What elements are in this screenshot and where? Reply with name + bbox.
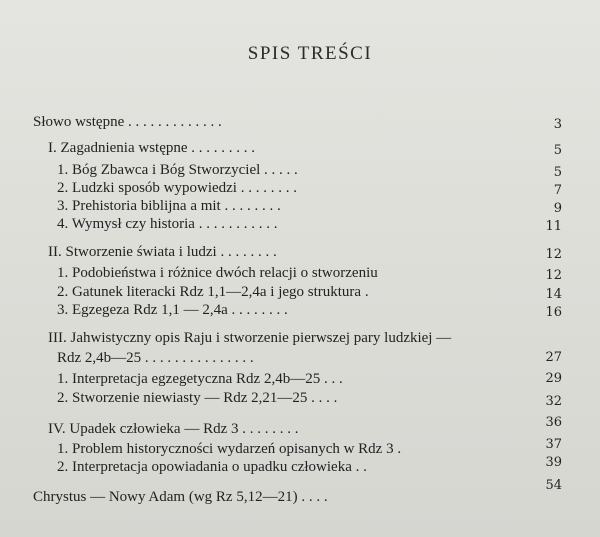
- toc-page-number: 39: [545, 455, 562, 470]
- toc-page-number: 32: [545, 394, 562, 409]
- toc-page-number: 37: [545, 437, 562, 452]
- toc-page-number: 27: [545, 350, 562, 365]
- toc-entry: Słowo wstępne . . . . . . . . . . . . .: [33, 114, 222, 130]
- page-title: SPIS TREŚCI: [247, 43, 373, 64]
- toc-entry: 4. Wymysł czy historia . . . . . . . . . . .: [57, 216, 278, 232]
- toc-entry: 2. Gatunek literacki Rdz 1,1—2,4a i jego struktura .: [57, 284, 369, 300]
- toc-page-number: 16: [545, 305, 562, 320]
- toc-page-number: 7: [553, 183, 562, 198]
- toc-page-number: 14: [545, 287, 562, 302]
- toc-page-number: 5: [553, 143, 562, 158]
- toc-entry: 2. Interpretacja opowiadania o upadku człowieka . .: [57, 459, 367, 475]
- toc-entry: 3. Prehistoria biblijna a mit . . . . . . . .: [57, 198, 281, 214]
- toc-page-number: 54: [545, 478, 562, 493]
- toc-entry: IV. Upadek człowieka — Rdz 3 . . . . . . . .: [48, 421, 299, 437]
- toc-entry: Rdz 2,4b—25 . . . . . . . . . . . . . . .: [57, 350, 254, 366]
- toc-entry: III. Jahwistyczny opis Raju i stworzenie pierwszej pary ludzkiej —: [48, 330, 452, 346]
- toc-entry: 2. Stworzenie niewiasty — Rdz 2,21—25 . . . .: [57, 390, 338, 406]
- toc-page-number: 3: [553, 117, 562, 132]
- toc-page-number: 11: [545, 219, 562, 234]
- toc-page-number: 9: [553, 201, 562, 216]
- toc-page-number: 5: [553, 165, 562, 180]
- toc-page-number: 12: [545, 268, 562, 283]
- toc-entry: 1. Problem historyczności wydarzeń opisanych w Rdz 3 .: [57, 441, 402, 457]
- toc-entry: II. Stworzenie świata i ludzi . . . . . . . .: [48, 244, 277, 260]
- toc-entry: 1. Podobieństwa i różnice dwóch relacji o stworzeniu: [57, 265, 378, 281]
- toc-page-number: 29: [545, 371, 562, 386]
- toc-entry: 1. Bóg Zbawca i Bóg Stworzyciel . . . . .: [57, 162, 298, 178]
- toc-entry: Chrystus — Nowy Adam (wg Rz 5,12—21) . . . .: [33, 489, 328, 505]
- toc-page-number: 12: [545, 247, 562, 262]
- toc-entry: 2. Ludzki sposób wypowiedzi . . . . . . . .: [57, 180, 297, 196]
- toc-entry: 3. Egzegeza Rdz 1,1 — 2,4a . . . . . . . .: [57, 302, 288, 318]
- toc-page-number: 36: [545, 415, 562, 430]
- toc-entry: 1. Interpretacja egzegetyczna Rdz 2,4b—25 . . .: [57, 371, 343, 387]
- toc-entry: I. Zagadnienia wstępne . . . . . . . . .: [48, 140, 256, 156]
